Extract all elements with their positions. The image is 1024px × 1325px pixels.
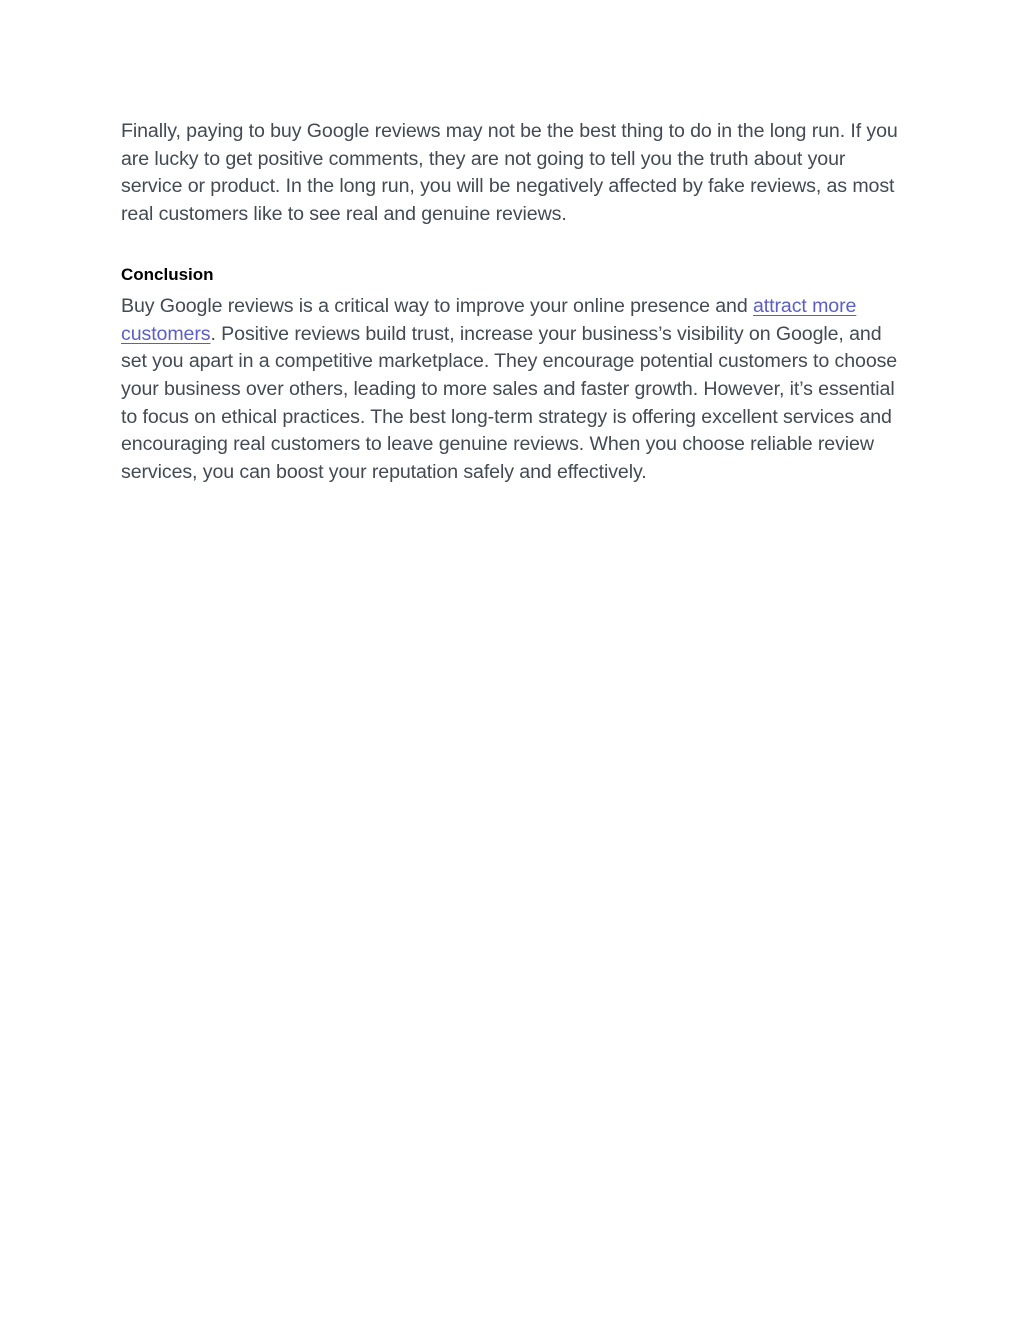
document-content (121, 118, 911, 487)
paragraph-conclusion (121, 293, 911, 487)
conclusion-text-after-link: . Positive reviews build trust, increase your business’s visibility on Google, and set you apart in a competitive marketplace. They encourage potential customers to choose your business over others, leading to more sales and faster growth. However, it’s essential to focus on ethical practices. The best long-term strategy is offering excellent services and encouraging real customers to leave genuine reviews. When you choose reliable review services, you can boost your reputation safely and effectively. (121, 322, 898, 484)
conclusion-heading: Conclusion (121, 264, 214, 284)
paragraph-finally: Finally, paying to buy Google reviews may not be the best thing to do in the long run. If you are lucky to get positive comments, they are not going to tell you the truth about your service or product. In the long run, you will be negatively affected by fake reviews, as most real customers like to see real and genuine reviews. (121, 120, 898, 226)
attract-more-customers-link[interactable]: attract more customers (121, 294, 857, 345)
conclusion-text-before-link: Buy Google reviews is a critical way to improve your online presence and (121, 294, 753, 317)
